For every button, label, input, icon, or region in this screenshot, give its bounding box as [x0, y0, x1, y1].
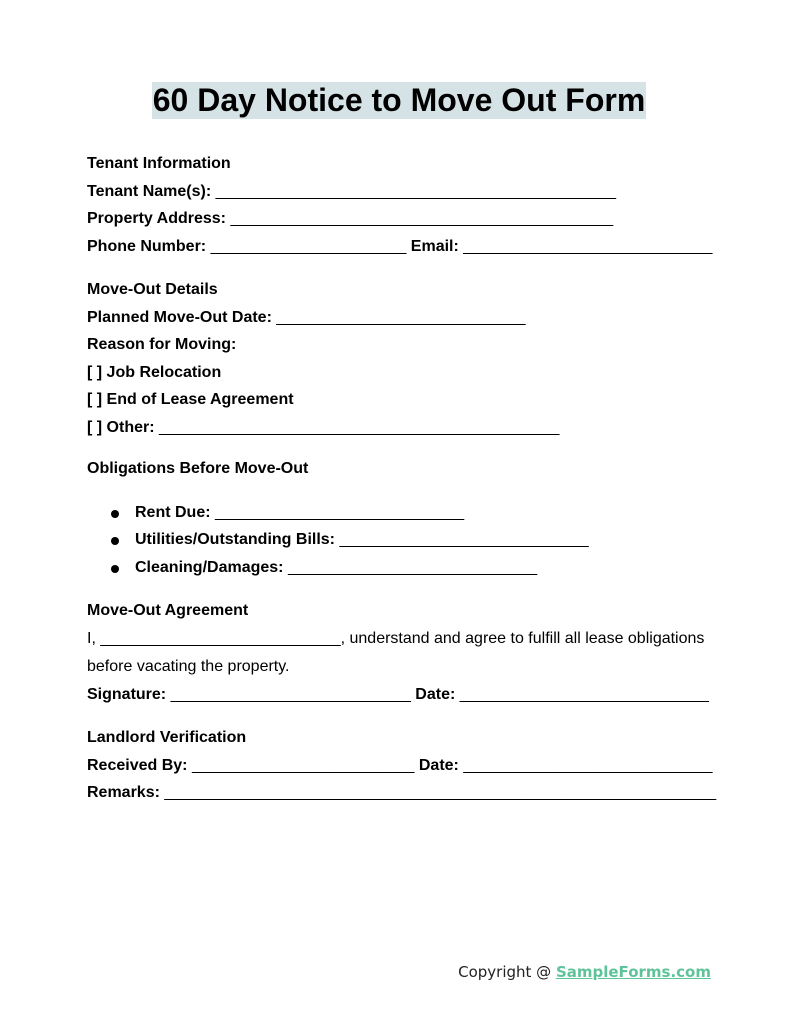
list-item — [87, 554, 727, 582]
landlord-date-field[interactable]: ____________________________ — [463, 756, 713, 774]
bullet-icon — [111, 510, 119, 518]
rent-due-field[interactable]: ____________________________ — [215, 503, 465, 521]
copyright-text: Copyright @ — [458, 963, 556, 981]
remarks-field[interactable]: ______________________________________________________________ — [164, 784, 717, 801]
list-item — [87, 526, 727, 554]
moveout-date-field[interactable]: ____________________________ — [276, 308, 526, 326]
agreement-paragraph — [87, 625, 727, 681]
signature-label: Signature: — [87, 685, 167, 703]
page-title: 60 Day Notice to Move Out Form — [152, 82, 646, 118]
form-content — [87, 150, 727, 807]
obligations-list — [87, 499, 727, 582]
property-address-label: Property Address: — [87, 210, 226, 227]
tenant-name-label: Tenant Name(s): — [87, 182, 212, 200]
tenant-heading: Tenant Information — [87, 155, 231, 172]
utilities-label: Utilities/Outstanding Bills: — [135, 531, 336, 548]
utilities-field[interactable]: ____________________________ — [339, 531, 589, 548]
tenant-name-field[interactable]: _____________________________________________ — [215, 182, 617, 200]
phone-email-row — [87, 233, 727, 261]
moveout-date-row — [87, 304, 727, 332]
obligations-heading: Obligations Before Move-Out — [87, 460, 309, 477]
copyright-footer — [458, 963, 711, 981]
agreement-heading: Move-Out Agreement — [87, 602, 249, 619]
moveout-date-label: Planned Move-Out Date: — [87, 308, 272, 326]
signature-row — [87, 681, 727, 709]
rent-due-label: Rent Due: — [135, 503, 211, 521]
email-field[interactable]: ____________________________ — [463, 237, 713, 255]
agreement-prefix: I, — [87, 629, 96, 647]
property-address-row — [87, 205, 727, 233]
email-label: Email: — [410, 237, 459, 255]
remarks-label: Remarks: — [87, 784, 160, 801]
moveout-heading: Move-Out Details — [87, 281, 218, 298]
tenant-name-row — [87, 178, 727, 206]
phone-label: Phone Number: — [87, 237, 207, 255]
signature-date-field[interactable]: ____________________________ — [459, 685, 709, 703]
reason-other-field[interactable]: _____________________________________________ — [159, 418, 560, 436]
cleaning-field[interactable]: ____________________________ — [287, 558, 538, 576]
agreement-text: , understand and agree to fulfill all lease obligations before vacating the property. — [87, 629, 705, 675]
reason-option-other[interactable]: [ ] Other: — [87, 418, 155, 436]
reason-option-job-relocation[interactable]: [ ] Job Relocation — [87, 363, 222, 381]
bullet-icon — [111, 537, 119, 545]
received-by-field[interactable]: _________________________ — [191, 756, 415, 774]
list-item — [87, 499, 727, 527]
title-wrapper — [0, 82, 798, 119]
received-by-label: Received By: — [87, 756, 188, 774]
landlord-date-label: Date: — [418, 756, 459, 774]
received-by-row — [87, 752, 727, 780]
sampleforms-link[interactable]: SampleForms.com — [555, 963, 711, 981]
landlord-heading: Landlord Verification — [87, 729, 247, 746]
property-address-field[interactable]: ___________________________________________ — [230, 210, 614, 227]
cleaning-label: Cleaning/Damages: — [135, 558, 284, 576]
signature-field[interactable]: ___________________________ — [170, 685, 411, 703]
reason-option-end-of-lease[interactable]: [ ] End of Lease Agreement — [87, 391, 294, 408]
phone-field[interactable]: ______________________ — [210, 237, 407, 255]
bullet-icon — [111, 565, 119, 573]
agreement-name-field[interactable]: ___________________________ — [100, 629, 341, 647]
reason-option-other-row — [87, 414, 727, 442]
signature-date-label: Date: — [415, 685, 456, 703]
remarks-row — [87, 779, 727, 807]
reason-label: Reason for Moving: — [87, 336, 237, 353]
